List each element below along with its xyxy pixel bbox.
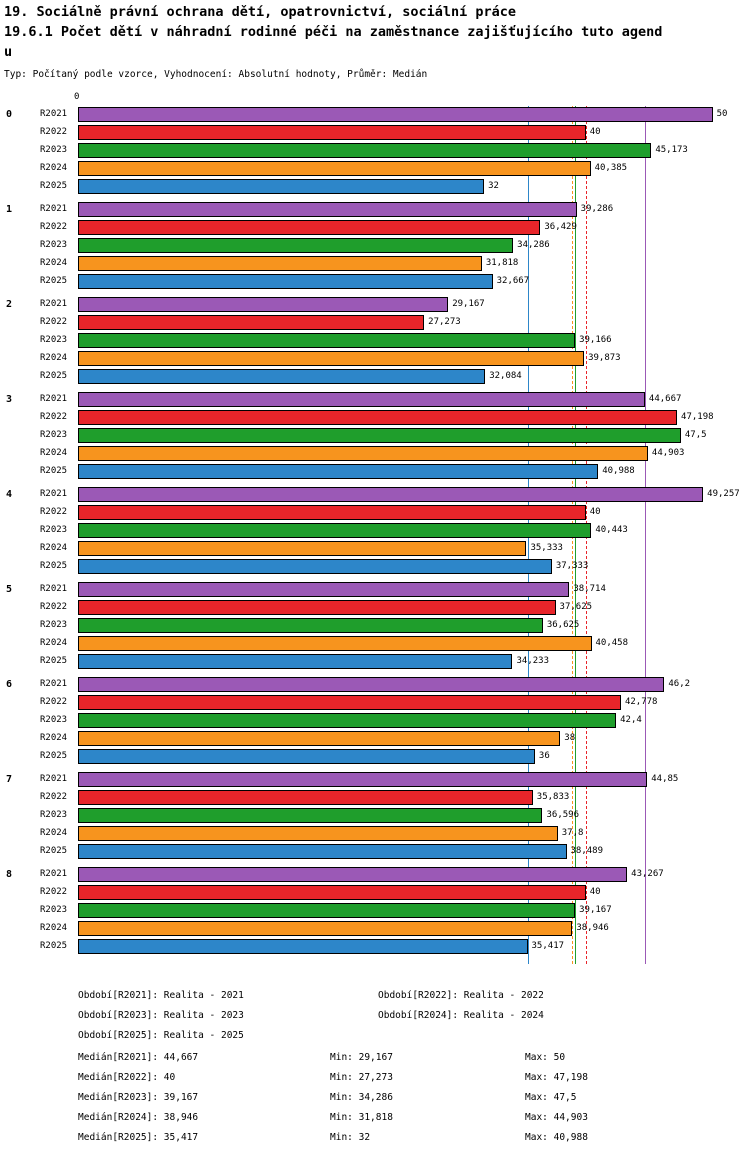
bar-group xyxy=(6,391,738,481)
stats-row xyxy=(0,1088,750,1108)
bar-row xyxy=(40,789,738,807)
group-index-label: 2 xyxy=(6,299,13,310)
bar-value-label: 37,333 xyxy=(555,561,589,571)
bar-row-label: R2022 xyxy=(40,792,68,802)
bar[interactable] xyxy=(78,867,627,882)
bar-value-label: 40 xyxy=(589,887,601,897)
bar-value-label: 32,667 xyxy=(496,276,530,286)
bar-row xyxy=(40,581,738,599)
bar-group xyxy=(6,296,738,386)
bar-row-label: R2025 xyxy=(40,751,68,761)
bar-row xyxy=(40,843,738,861)
bar-row-label: R2022 xyxy=(40,602,68,612)
bar[interactable] xyxy=(78,464,598,479)
bar[interactable] xyxy=(78,487,703,502)
stats-min: Min: 27,273 xyxy=(330,1072,393,1083)
bar[interactable] xyxy=(78,161,591,176)
stats-median: Medián[R2022]: 40 xyxy=(78,1072,176,1083)
stats-min: Min: 32 xyxy=(330,1132,371,1143)
bar[interactable] xyxy=(78,297,448,312)
bar-row xyxy=(40,219,738,237)
stats-median: Medián[R2025]: 35,417 xyxy=(78,1132,199,1143)
bar-row-label: R2022 xyxy=(40,317,68,327)
bar-row-label: R2022 xyxy=(40,887,68,897)
bar-row-label: R2024 xyxy=(40,543,68,553)
bar[interactable] xyxy=(78,636,592,651)
chart-legend xyxy=(0,986,750,1046)
bar-value-label: 29,167 xyxy=(452,299,485,309)
bar-row xyxy=(40,201,738,219)
bar-row xyxy=(40,599,738,617)
bar-row xyxy=(40,124,738,142)
bar-row-label: R2024 xyxy=(40,448,68,458)
bar-row xyxy=(40,106,738,124)
bar-row xyxy=(40,771,738,789)
bar-row-label: R2021 xyxy=(40,299,68,309)
bar[interactable] xyxy=(78,600,556,615)
bar-value-label: 40,988 xyxy=(602,466,635,476)
stats-row xyxy=(0,1068,750,1088)
bar-value-label: 32,084 xyxy=(489,371,522,381)
bar[interactable] xyxy=(78,695,621,710)
bar-value-label: 35,333 xyxy=(530,543,563,553)
bar-row-label: R2024 xyxy=(40,258,68,268)
bar-row xyxy=(40,938,738,956)
legend-item: Období[R2022]: Realita - 2022 xyxy=(378,990,544,1001)
bar-row xyxy=(40,558,738,576)
bar-row-label: R2024 xyxy=(40,733,68,743)
bar-row-label: R2021 xyxy=(40,109,68,119)
bar-row-label: R2021 xyxy=(40,774,68,784)
bar-group xyxy=(6,771,738,861)
bar-value-label: 47,198 xyxy=(681,412,714,422)
bar-row xyxy=(40,730,738,748)
legend-item: Období[R2025]: Realita - 2025 xyxy=(78,1030,244,1041)
bar[interactable] xyxy=(78,677,664,692)
stats-median: Medián[R2023]: 39,167 xyxy=(78,1092,199,1103)
bar-row-label: R2024 xyxy=(40,923,68,933)
bar-row xyxy=(40,409,738,427)
bar[interactable] xyxy=(78,885,586,900)
bar-row-label: R2024 xyxy=(40,163,68,173)
bar-row-label: R2025 xyxy=(40,846,68,856)
bar-row-label: R2023 xyxy=(40,525,68,535)
bar-value-label: 43,267 xyxy=(631,869,664,879)
bar[interactable] xyxy=(78,523,591,538)
bar-value-label: 40,443 xyxy=(595,525,628,535)
bar-value-label: 39,166 xyxy=(579,335,612,345)
bar-group xyxy=(6,201,738,291)
legend-row xyxy=(0,1026,750,1046)
bar-value-label: 44,903 xyxy=(651,448,685,458)
bar[interactable] xyxy=(78,559,552,574)
bar-value-label: 36,596 xyxy=(546,810,579,820)
stats-min: Min: 31,818 xyxy=(330,1112,393,1123)
legend-row xyxy=(0,1006,750,1026)
bar[interactable] xyxy=(78,143,651,158)
stats-min: Min: 34,286 xyxy=(330,1092,393,1103)
bar-value-label: 34,286 xyxy=(517,240,550,250)
stats-max: Max: 50 xyxy=(525,1052,566,1063)
bar-row-label: R2023 xyxy=(40,810,68,820)
bar[interactable] xyxy=(78,713,616,728)
bar[interactable] xyxy=(78,256,482,271)
bar-row-label: R2023 xyxy=(40,145,68,155)
page-subtitle: Typ: Počítaný podle vzorce, Vyhodnocení: Absolutní hodnoty, Průměr: Medián xyxy=(4,69,428,80)
bar-value-label: 50 xyxy=(716,109,728,119)
bar-row-label: R2021 xyxy=(40,204,68,214)
bar-row xyxy=(40,825,738,843)
bar-row xyxy=(40,653,738,671)
group-index-label: 6 xyxy=(6,679,13,690)
page-title-line-1: 19. Sociálně právní ochrana dětí, opatrovnictví, sociální práce xyxy=(4,4,517,20)
group-index-label: 1 xyxy=(6,204,13,215)
bar-row-label: R2021 xyxy=(40,584,68,594)
bar-value-label: 45,173 xyxy=(655,145,688,155)
bar-value-label: 35,417 xyxy=(531,941,565,951)
bar[interactable] xyxy=(78,808,542,823)
bar[interactable] xyxy=(78,446,648,461)
bar-row-label: R2024 xyxy=(40,353,68,363)
bar-value-label: 38,714 xyxy=(573,584,606,594)
bar[interactable] xyxy=(78,238,513,253)
bar-value-label: 38 xyxy=(564,733,576,743)
bar[interactable] xyxy=(78,315,424,330)
bar-row-label: R2025 xyxy=(40,941,68,951)
group-index-label: 8 xyxy=(6,869,13,880)
bar[interactable] xyxy=(78,939,528,954)
bar-row-label: R2025 xyxy=(40,656,68,666)
bar-row-label: R2024 xyxy=(40,638,68,648)
bar[interactable] xyxy=(78,826,558,841)
bar-value-label: 37,625 xyxy=(559,602,593,612)
stats-row xyxy=(0,1128,750,1148)
bar-row xyxy=(40,712,738,730)
bar-value-label: 38,946 xyxy=(576,923,609,933)
bar-row-label: R2025 xyxy=(40,466,68,476)
chart-area xyxy=(0,92,750,972)
bar-value-label: 36,625 xyxy=(546,620,580,630)
bar-row xyxy=(40,350,738,368)
stats-median: Medián[R2024]: 38,946 xyxy=(78,1112,199,1123)
bar-row xyxy=(40,255,738,273)
stats-max: Max: 47,5 xyxy=(525,1092,577,1103)
bar-row xyxy=(40,676,738,694)
bar-value-label: 40,458 xyxy=(595,638,629,648)
bar-value-label: 39,286 xyxy=(580,204,614,214)
bar-row xyxy=(40,463,738,481)
page-title-line-3: u xyxy=(4,44,13,60)
legend-item: Období[R2023]: Realita - 2023 xyxy=(78,1010,244,1021)
bar-value-label: 39,167 xyxy=(579,905,612,915)
bar-row-label: R2022 xyxy=(40,697,68,707)
bar-row-label: R2023 xyxy=(40,430,68,440)
bar-row-label: R2021 xyxy=(40,489,68,499)
bar-value-label: 35,833 xyxy=(536,792,570,802)
legend-item: Období[R2021]: Realita - 2021 xyxy=(78,990,244,1001)
page-title-line-2: 19.6.1 Počet dětí v náhradní rodinné péči na zaměstnance zajišťujícího tuto agend xyxy=(4,24,663,40)
bar-row xyxy=(40,522,738,540)
bar[interactable] xyxy=(78,541,526,556)
bar-value-label: 40 xyxy=(589,127,601,137)
bar-row xyxy=(40,748,738,766)
bar-row xyxy=(40,635,738,653)
stats-max: Max: 40,988 xyxy=(525,1132,588,1143)
stats-min: Min: 29,167 xyxy=(330,1052,393,1063)
bar[interactable] xyxy=(78,107,713,122)
group-index-label: 0 xyxy=(6,109,13,120)
bar-value-label: 31,818 xyxy=(485,258,519,268)
bar-row-label: R2023 xyxy=(40,905,68,915)
bar-row-label: R2022 xyxy=(40,127,68,137)
stats-max: Max: 47,198 xyxy=(525,1072,588,1083)
bar-row-label: R2023 xyxy=(40,620,68,630)
bar-group xyxy=(6,486,740,576)
bar-row-label: R2025 xyxy=(40,371,68,381)
bar-row-label: R2021 xyxy=(40,394,68,404)
bar-row xyxy=(40,694,738,712)
bar[interactable] xyxy=(78,731,560,746)
bar-chart-plot xyxy=(6,106,740,964)
bar-value-label: 37,8 xyxy=(561,828,584,838)
bar[interactable] xyxy=(78,369,485,384)
bar-row xyxy=(40,273,738,291)
group-index-label: 4 xyxy=(6,489,13,500)
bar-value-label: 40 xyxy=(589,507,601,517)
bar-row-label: R2022 xyxy=(40,507,68,517)
bar-value-label: 27,273 xyxy=(428,317,461,327)
group-index-label: 7 xyxy=(6,774,13,785)
stats-max: Max: 44,903 xyxy=(525,1112,588,1123)
stats-row xyxy=(0,1048,750,1068)
bar[interactable] xyxy=(78,428,681,443)
bar-row xyxy=(40,160,738,178)
bar-row xyxy=(40,807,738,825)
bar[interactable] xyxy=(78,125,586,140)
stats-row xyxy=(0,1108,750,1128)
bar[interactable] xyxy=(78,654,512,669)
stats-median: Medián[R2021]: 44,667 xyxy=(78,1052,199,1063)
bar-value-label: 46,2 xyxy=(668,679,691,689)
bar-value-label: 34,233 xyxy=(516,656,549,666)
bar[interactable] xyxy=(78,921,572,936)
bar[interactable] xyxy=(78,202,577,217)
bar[interactable] xyxy=(78,351,584,366)
bar-row-label: R2021 xyxy=(40,679,68,689)
page-header xyxy=(0,0,750,82)
bar[interactable] xyxy=(78,749,535,764)
bar-group xyxy=(6,866,738,956)
bar[interactable] xyxy=(78,582,569,597)
bar-row-label: R2025 xyxy=(40,181,68,191)
bar-row xyxy=(40,486,740,504)
bar-row-label: R2023 xyxy=(40,715,68,725)
bar[interactable] xyxy=(78,505,586,520)
bar-row-label: R2025 xyxy=(40,276,68,286)
bar[interactable] xyxy=(78,410,677,425)
bar-row xyxy=(40,237,738,255)
group-index-label: 5 xyxy=(6,584,13,595)
bar-row xyxy=(40,368,738,386)
bar-row-label: R2021 xyxy=(40,869,68,879)
bar-value-label: 42,4 xyxy=(620,715,642,725)
bar-value-label: 39,873 xyxy=(588,353,621,363)
bar[interactable] xyxy=(78,844,567,859)
bar-row-label: R2023 xyxy=(40,335,68,345)
bar-row xyxy=(40,427,738,445)
bar-value-label: 47,5 xyxy=(684,430,707,440)
legend-row xyxy=(0,986,750,1006)
bar-row xyxy=(40,178,738,196)
bar-row xyxy=(40,332,738,350)
bar-row xyxy=(40,142,738,160)
chart-statistics xyxy=(0,1048,750,1148)
bar[interactable] xyxy=(78,392,645,407)
bar-row xyxy=(40,866,738,884)
bar[interactable] xyxy=(78,220,540,235)
bar-row xyxy=(40,391,738,409)
bar-value-label: 44,667 xyxy=(648,394,682,404)
bar[interactable] xyxy=(78,790,533,805)
bar-row xyxy=(40,445,738,463)
bar-value-label: 49,257 xyxy=(707,489,740,499)
bar-value-label: 40,385 xyxy=(594,163,628,173)
bar-row-label: R2025 xyxy=(40,561,68,571)
bar-row-label: R2024 xyxy=(40,828,68,838)
group-index-label: 3 xyxy=(6,394,13,405)
bar-row xyxy=(40,314,738,332)
bar-row xyxy=(40,902,738,920)
bar-row xyxy=(40,296,738,314)
bar-group xyxy=(6,106,738,196)
bar-row-label: R2022 xyxy=(40,222,68,232)
bar-row xyxy=(40,920,738,938)
bar[interactable] xyxy=(78,179,484,194)
bar[interactable] xyxy=(78,772,647,787)
bar[interactable] xyxy=(78,903,575,918)
bar-row-label: R2023 xyxy=(40,240,68,250)
bar-group xyxy=(6,676,738,766)
bar-group xyxy=(6,581,738,671)
bar-value-label: 32 xyxy=(488,181,499,191)
bar-value-label: 38,489 xyxy=(570,846,604,856)
bar-value-label: 44,85 xyxy=(651,774,679,784)
bar-value-label: 36 xyxy=(538,751,550,761)
bar-row xyxy=(40,617,738,635)
bar-row-label: R2022 xyxy=(40,412,68,422)
bar-row xyxy=(40,540,738,558)
bar[interactable] xyxy=(78,618,543,633)
bar-row xyxy=(40,884,738,902)
bar-row xyxy=(40,504,738,522)
axis-zero-label: 0 xyxy=(74,92,80,102)
bar[interactable] xyxy=(78,333,575,348)
bar[interactable] xyxy=(78,274,493,289)
bar-value-label: 36,429 xyxy=(544,222,577,232)
legend-item: Období[R2024]: Realita - 2024 xyxy=(378,1010,544,1021)
bar-value-label: 42,778 xyxy=(624,697,658,707)
